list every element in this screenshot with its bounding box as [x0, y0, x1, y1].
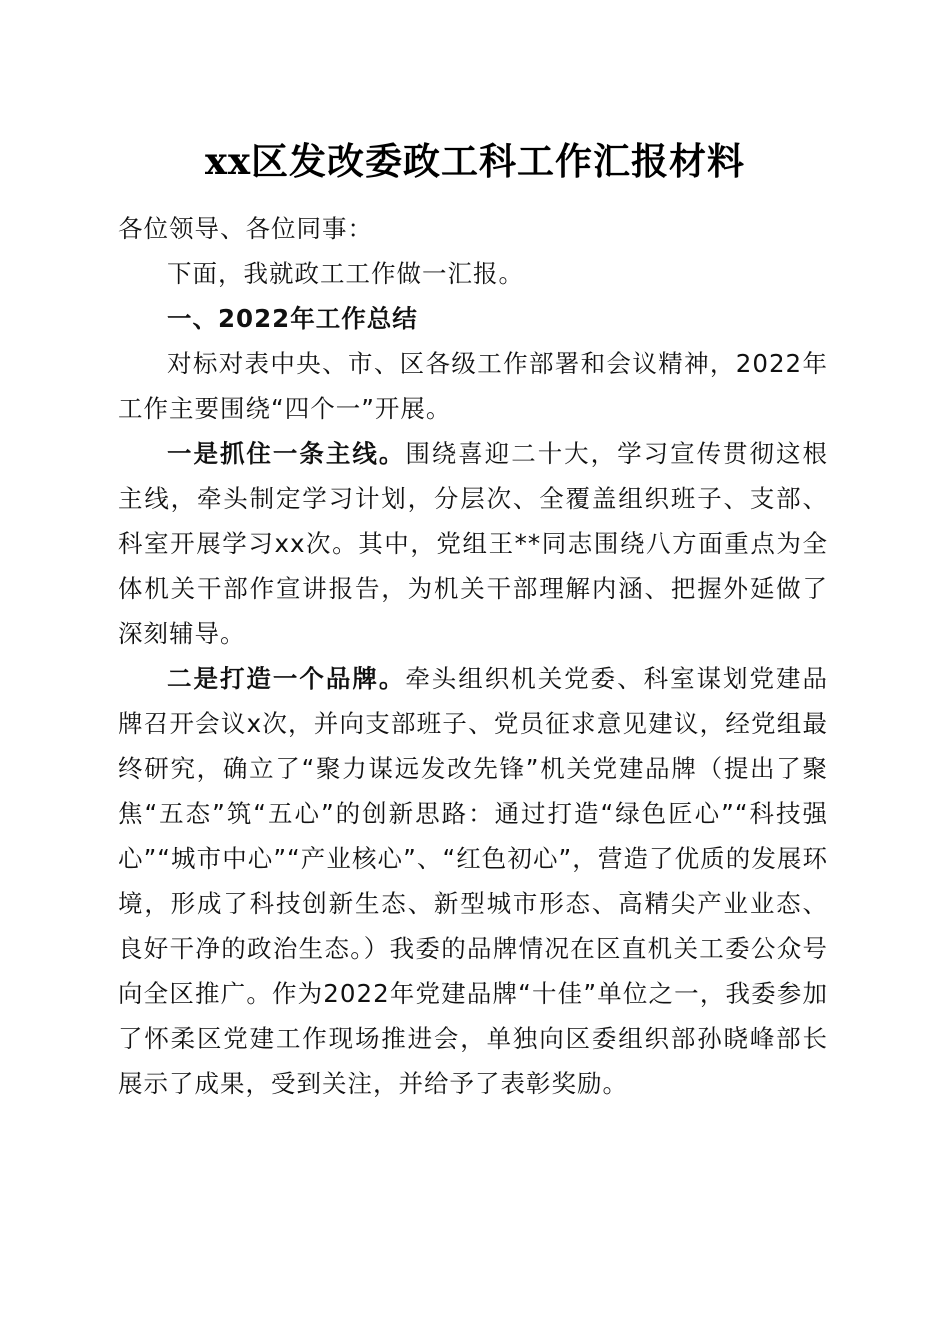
- item-one-paragraph: [118, 431, 828, 656]
- item-one-text: 围绕喜迎二十大，学习宣传贯彻这根主线，牵头制定学习计划，分层次、全覆盖组织班子、支部、科室开展学习xx次。其中，党组王**同志围绕八方面重点为全体机关干部作宣讲报告，为机关干部理解内涵、把握外延做了深刻辅导。: [118, 439, 828, 648]
- item-two-paragraph: [118, 656, 828, 1106]
- item-two-lead: 二是打造一个品牌。: [167, 664, 406, 693]
- section-summary-paragraph: 对标对表中央、市、区各级工作部署和会议精神，2022年工作主要围绕“四个一”开展。: [118, 349, 828, 423]
- item-two-text: 牵头组织机关党委、科室谋划党建品牌召开会议x次，并向支部班子、党员征求意见建议，经党组最终研究，确立了“聚力谋远发改先锋”机关党建品牌（提出了聚焦“五态”筑“五心”的创新思路：通过打造“绿色匠心”“科技强心”“城市中心”“产业核心”、“红色初心”，营造了优质的发展环境，形成了科技创新生态、新型城市形态、高精尖产业业态、良好干净的政治生态。）我委的品牌情况在区直机关工委公众号向全区推广。作为2022年党建品牌“十佳”单位之一，我委参加了怀柔区党建工作现场推进会，单独向区委组织部孙晓峰部长展示了成果，受到关注，并给予了表彰奖励。: [118, 664, 828, 1098]
- item-one-lead: 一是抓住一条主线。: [167, 439, 406, 468]
- intro-paragraph: 下面，我就政工工作做一汇报。: [167, 259, 524, 288]
- document-body: [118, 206, 828, 1106]
- section-heading: 一、2022年工作总结: [167, 304, 418, 333]
- document-title: xx区发改委政工科工作汇报材料: [204, 139, 746, 183]
- salutation: 各位领导、各位同事：: [118, 214, 373, 243]
